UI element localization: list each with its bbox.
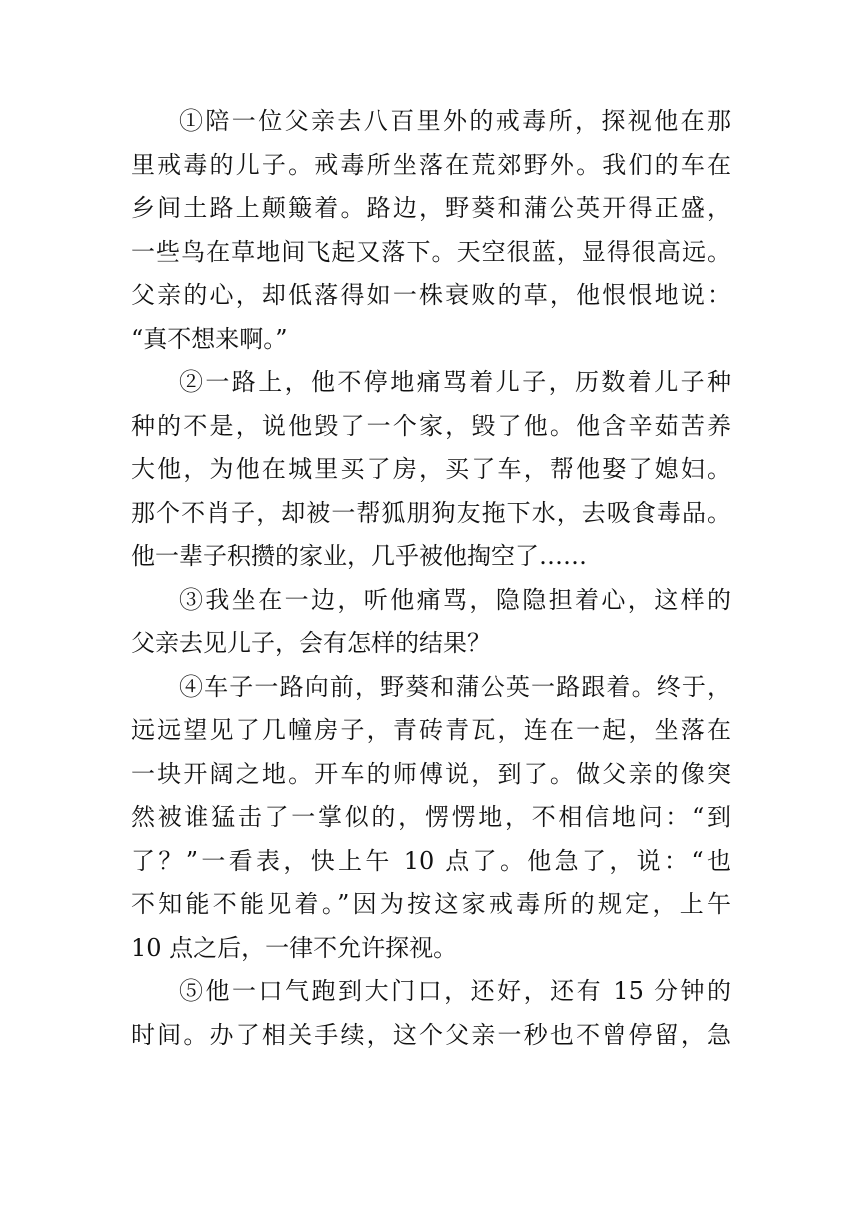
text-line: 时间。办了相关手续，这个父亲一秒也不曾停留，急 [131, 1020, 731, 1049]
text-line: 远远望见了几幢房子，青砖青瓦，连在一起，坐落在 [131, 716, 731, 744]
paragraph-3 [131, 579, 731, 666]
text-line: 了？”一看表，快上午 10 点了。他急了，说：“也 [131, 846, 731, 875]
text-line: 大他，为他在城里买了房，买了车，帮他娶了媳妇。 [131, 455, 731, 483]
text-line: ③我坐在一边，听他痛骂，隐隐担着心，这样的 [179, 585, 731, 614]
text-line: 他一辈子积攒的家业，几乎被他掏空了…… [131, 542, 587, 570]
text-line: 一块开阔之地。开车的师傅说，到了。做父亲的像突 [131, 759, 731, 788]
text-line: 种的不是，说他毁了一个家，毁了他。他含辛茹苦养 [131, 411, 731, 440]
text-line: ⑤他一口气跑到大门口，还好，还有 15 分钟的 [179, 977, 731, 1005]
text-line: 一些鸟在草地间飞起又落下。天空很蓝，显得很高远。 [131, 237, 731, 266]
text-line: ④车子一路向前，野葵和蒲公英一路跟着。终于， [179, 672, 731, 701]
text-line: 里戒毒的儿子。戒毒所坐落在荒郊野外。我们的车在 [131, 150, 731, 179]
text-line: 那个不肖子，却被一帮狐朋狗友拖下水，去吸食毒品。 [131, 498, 731, 527]
text-line: 父亲去见儿子，会有怎样的结果？ [131, 629, 491, 657]
text-line: ①陪一位父亲去八百里外的戒毒所，探视他在那 [179, 107, 731, 135]
text-line: 10 点之后，一律不允许探视。 [131, 933, 458, 962]
text-line: “真不想来啊。” [131, 324, 288, 353]
text-line: ②一路上，他不停地痛骂着儿子，历数着儿子种 [179, 368, 731, 396]
paragraph-4 [131, 666, 731, 971]
paragraph-1 [131, 100, 731, 361]
paragraph-2 [131, 361, 731, 579]
text-line: 乡间土路上颠簸着。路边，野葵和蒲公英开得正盛， [131, 194, 731, 222]
text-line: 父亲的心，却低落得如一株衰败的草，他恨恨地说： [131, 281, 731, 309]
text-line: 不知能不能见着。”因为按这家戒毒所的规定，上午 [131, 890, 731, 918]
article-body [131, 100, 731, 1057]
text-line: 然被谁猛击了一掌似的，愣愣地，不相信地问：“到 [131, 803, 731, 831]
paragraph-5 [131, 970, 731, 1057]
